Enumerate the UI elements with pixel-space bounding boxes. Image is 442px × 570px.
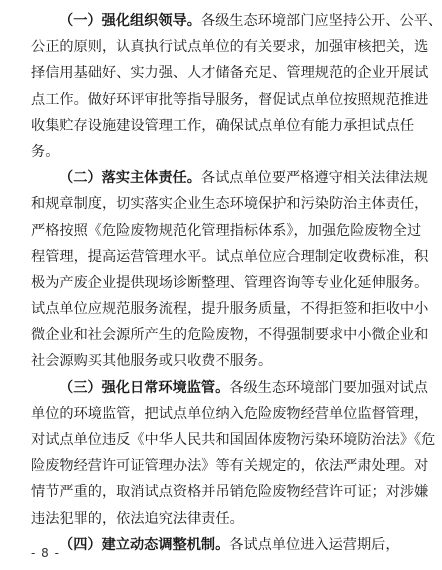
- paragraph-text: 各试点单位进入运营期后，: [229, 536, 400, 553]
- paragraph-1-line-2: 公正的原则，认真执行试点单位的有关要求，加强审核把关，选: [31, 39, 429, 56]
- section-heading-4: （四）建立动态调整机制。: [59, 536, 230, 553]
- paragraph-1-line-1: [31, 8, 442, 34]
- paragraph-3-line-6: 违法犯罪的，依法追究法律责任。: [31, 510, 244, 527]
- page-number: - 8 -: [31, 546, 60, 560]
- paragraph-2-line-3: 严格按照《危险废物规范化管理指标体系》，加强危险废物全过: [31, 222, 422, 239]
- paragraph-text: 各试点单位要严格遵守相关法律法规: [200, 170, 428, 187]
- paragraph-3-line-1: [31, 375, 428, 401]
- paragraph-1-line-6: 务。: [31, 143, 60, 160]
- paragraph-3-line-2: 单位的环境监管，把试点单位纳入危险废物经营单位监督管理，: [31, 405, 429, 422]
- paragraph-1-line-5: 收集贮存设施建设管理工作，确保试点单位有能力承担试点任: [31, 117, 415, 134]
- paragraph-3-line-3: 对试点单位违反《中华人民共和国固体废物污染环境防治法》《危: [31, 432, 436, 448]
- paragraph-3-line-4: 险废物经营许可证管理办法》等有关规定的，依法严肃处理。对: [31, 458, 429, 475]
- paragraph-3-line-5: 情节严重的，取消试点资格并吊销危险废物经营许可证；对涉嫌: [31, 484, 429, 501]
- paragraph-2-line-2: 和规章制度，切实落实企业生态环境保护和污染防治主体责任，: [31, 196, 429, 213]
- section-heading-3: （三）强化日常环境监管。: [59, 379, 230, 396]
- body-text: [31, 8, 442, 558]
- paragraph-2-line-6: 试点单位应规范服务流程，提升服务质量，不得拒签和拒收中小: [31, 301, 429, 318]
- paragraph-1-line-3: 择信用基础好、实力强、人才储备充足、管理规范的企业开展试: [31, 65, 429, 82]
- paragraph-2-line-4: 程管理，提高运营管理水平。试点单位应合理制定收费标准，积: [31, 248, 429, 265]
- paragraph-text: 各级生态环境部门要加强对试点: [229, 379, 428, 396]
- paragraph-text: 各级生态环境部门应坚持公开、公平、: [200, 13, 442, 29]
- paragraph-2-line-5: 极为产废企业提供现场诊断整理、管理咨询等专业化延伸服务。: [31, 274, 429, 291]
- section-heading-1: （一）强化组织领导。: [59, 13, 201, 29]
- paragraph-1-line-4: 点工作。做好环评审批等指导服务，督促试点单位按照规范推进: [31, 91, 429, 108]
- paragraph-2-line-8: 社会源购买其他服务或只收费不服务。: [31, 353, 273, 370]
- paragraph-4-line-1: [31, 532, 400, 558]
- paragraph-2-line-1: [31, 165, 428, 191]
- section-heading-2: （二）落实主体责任。: [59, 170, 201, 187]
- paragraph-2-line-7: 微企业和社会源所产生的危险废物，不得强制要求中小微企业和: [31, 327, 429, 344]
